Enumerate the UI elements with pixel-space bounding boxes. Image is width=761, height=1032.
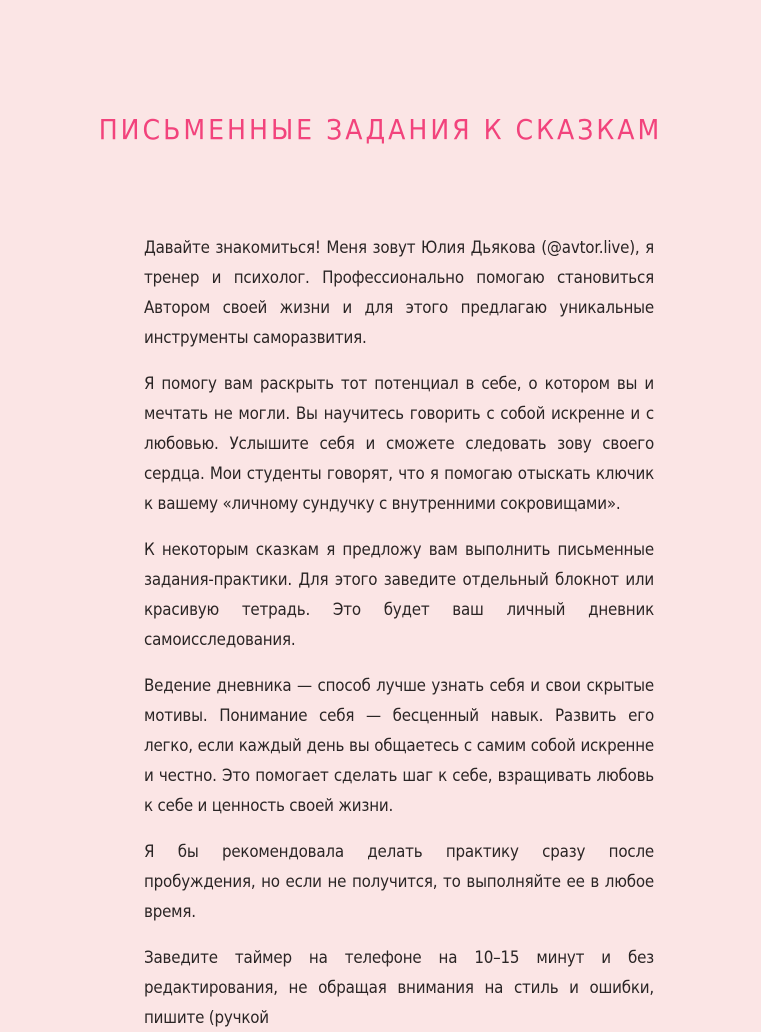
page-title: ПИСЬМЕННЫЕ ЗАДАНИЯ К СКАЗКАМ (98, 113, 663, 146)
paragraph-recommendation: Я бы рекомендовала делать практику сразу после пробуждения, но если не получится, то выполняйте ее в любое время. (144, 841, 654, 921)
paragraph-tasks: К некоторым сказкам я предложу вам выполнить письменные задания-практики. Для этого заведите отдельный блокнот или красивую тетрадь. Это будет ваш личный дневник самоисследования. (144, 539, 654, 649)
paragraph-intro: Давайте знакомиться! Меня зовут Юлия Дьякова (@avtor.live), я тренер и психолог. Профессионально помогаю становиться Автором своей жизни и для этого предлагаю уникальные инструменты саморазвития. (144, 237, 654, 347)
paragraph-potential: Я помогу вам раскрыть тот потенциал в себе, о котором вы и мечтать не могли. Вы научитесь говорить с собой искренне и с любовью. Услышите себя и сможете следовать зову своего сердца. Мои студенты говорят, что я помогаю отыскать ключик к вашему «личному сундучку с внутренними сокровищами». (144, 373, 654, 513)
paragraph-diary: Ведение дневника — способ лучше узнать себя и свои скрытые мотивы. Понимание себя — бесценный навык. Развить его легко, если каждый день вы общаетесь с самим собой искренне и честно. Это помогает сделать шаг к себе, взращивать любовь к себе и ценность своей жизни. (144, 675, 654, 815)
paragraph-timer: Заведите таймер на телефоне на 10–15 минут и без редактирования, не обращая внимания на стиль и ошибки, пишите (ручкой (144, 947, 654, 1027)
body-text (144, 232, 654, 1032)
